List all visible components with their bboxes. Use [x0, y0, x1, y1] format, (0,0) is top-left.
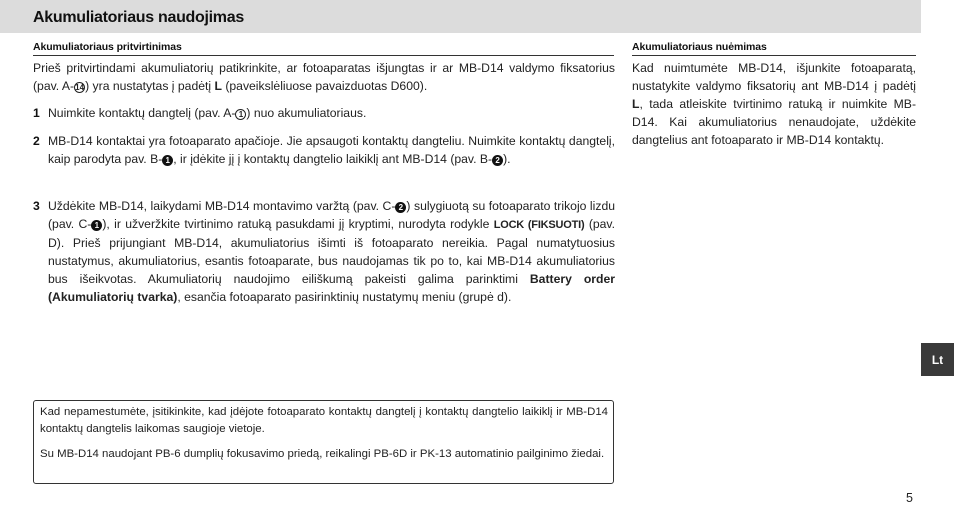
page-title: Akumuliatoriaus naudojimas — [33, 9, 244, 26]
callout-ref: 2 — [492, 155, 503, 166]
step-text: Nuimkite kontaktų dangtelį (pav. A- 1 ) nuo akumuliatoriaus. — [48, 106, 367, 120]
remove-text: Kad nuimtumėte MB-D14, išjunkite fotoaparatą, nustatykite valdymo fiksatorių ant MB-D14 į padėtį L, tada atleiskite tvirtinimo ratuką ir nuimkite MB-D14. Kai akumuliatorius nenaudojate, uždėkite dangtelius ant fotoaparato ir MB-D14 kontaktų. — [632, 61, 916, 147]
step-number: 2 — [33, 134, 40, 148]
callout-ref: 1 — [235, 109, 246, 120]
step-number: 1 — [33, 106, 40, 120]
callout-ref: 14 — [75, 83, 85, 92]
install-intro: Prieš pritvirtindami akumuliatorių patikrinkite, ar fotoaparatas išjungtas ir ar MB-D14 valdymo fiksatorius (pav. A-14) yra nustatytas į padėtį L (paveikslėliuose pavaizduotas D600). — [33, 61, 615, 93]
note-text: Su MB-D14 naudojant PB-6 dumplių fokusavimo priedą, reikalingi PB-6D ir PK-13 automatinio pailginimo žiedai. — [40, 448, 605, 460]
position-label: L — [632, 97, 640, 111]
position-label: L — [214, 79, 222, 93]
step-text: MB-D14 kontaktai yra fotoaparato apačioje. Jie apsaugoti kontaktų dangteliu. Nuimkite kontaktų dangtelį, kaip parodyta pav. B- 1 , ir įdėkite jį į kontaktų dangtelio laikiklį ant MB-D14 (pav. B- 2 ). — [48, 134, 615, 166]
install-heading: Akumuliatoriaus pritvirtinimas — [33, 41, 182, 53]
callout-ref: 2 — [395, 202, 406, 213]
note-text: Kad nepamestumėte, įsitikinkite, kad įdėjote fotoaparato kontaktų dangtelį į kontaktų dangtelio laikiklį ir MB-D14 kontaktų dangtelis laikomas saugioje vietoje. — [40, 406, 608, 435]
remove-heading: Akumuliatoriaus nuėmimas — [632, 41, 767, 53]
install-heading-rule — [33, 55, 614, 56]
lock-label: LOCK (FIKSUOTI) — [493, 219, 585, 231]
language-tab: Lt — [921, 343, 954, 376]
callout-ref: 1 — [162, 155, 173, 166]
step-number: 3 — [33, 199, 40, 213]
callout-ref: 1 — [91, 220, 102, 231]
step-text: Uždėkite MB-D14, laikydami MB-D14 montavimo varžtą (pav. C- 2 ) sulygiuotą su fotoaparato trikojo lizdu (pav. C- 1 ), ir užveržkite tvirtinimo ratuką pasukdami jį kryptimi, nurodyta rodykle LOCK (FIKSUOTI) (pav. D). Prieš prijungiant MB-D14, akumuliatorius išimti iš fotoaparato nereikia. Pagal numatytuosius nustatymus, akumuliatorius, esantis fotoaparate, bus naudojamas tik po to, kai MB-D14 akumuliatorius bus išeikvotas. Akumuliatorių naudojimo eiliškumą pakeisti galima parinktimi Battery order (Akumuliatorių tvarka), esančia fotoaparato pasirinktinių nustatymų meniu (grupė d). — [48, 199, 616, 304]
page-number: 5 — [906, 491, 913, 505]
remove-heading-rule — [632, 55, 916, 56]
menu-option-label: Battery order (Akumuliatorių tvarka) — [48, 272, 615, 304]
